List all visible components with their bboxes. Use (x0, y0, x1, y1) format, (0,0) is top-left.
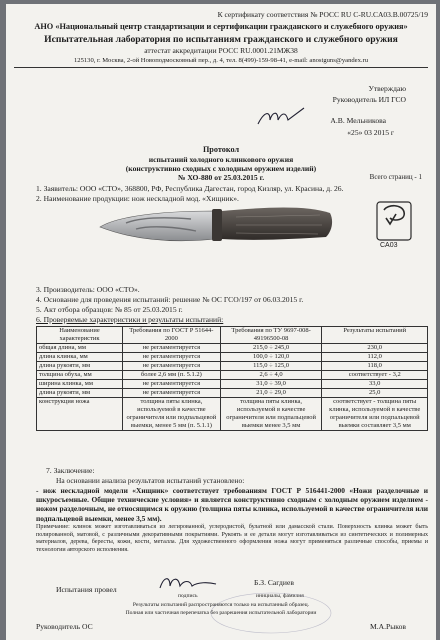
protocol-title: Протокол (202, 145, 240, 154)
table-cell: соответствует - 3,2 (322, 371, 428, 380)
table-row (37, 362, 428, 371)
protocol-subtitle-2: (конструктивно сходных с холодным оружием изделий) (125, 164, 317, 173)
accreditation: аттестат аккредитации РОСС RU.0001.21МЖ38 (144, 46, 298, 55)
table-cell: 25,0 (322, 389, 428, 398)
table-row (37, 371, 428, 380)
table-cell: не регламентируется (123, 353, 221, 362)
knife-photo (96, 187, 336, 257)
approver-signature (256, 106, 306, 130)
table-cell: 230,0 (322, 344, 428, 353)
table-cell: не регламентируется (123, 344, 221, 353)
table-cell: 115,0 ÷ 125,0 (220, 362, 322, 371)
table-cell: толщина пяты клинка, используемой в качестве ограничителя или подпальцевой выемки менее 3,5 мм (220, 398, 322, 431)
lab-name: Испытательная лаборатория по испытаниям гражданского и служебного оружия (44, 34, 398, 45)
table-cell: более 2,6 мм (п. 5.1.2) (123, 371, 221, 380)
name-caption: инициалы, фамилия (256, 593, 304, 599)
table-header-row (37, 327, 428, 344)
table-cell: 2,6 ÷ 4,0 (220, 371, 322, 380)
conclusion-heading: 7. Заключение: (46, 466, 95, 475)
table-row (37, 398, 428, 431)
footer-note-2: Полная или частичная перепечатка без разрешения испытательной лаборатории (125, 610, 317, 616)
conclusion-text: - нож нескладной модели «Хищник» соответствует требованиям ГОСТ Р 516441-2000 «Ножи разделочные и шкуросъемные. Общие технические условия» и является конструктивно сходным с холодным оружием изделием - ножом разделочным, не относящимся к оружию (толщина пяты клинка, используемой в качестве ограничителя или подпальцевой выемки, менее 3,5 мм). (36, 486, 428, 523)
product-name: 2. Наименование продукции: нож нескладной мод. «Хищник». (36, 194, 239, 203)
table-cell: 33,0 (322, 380, 428, 389)
table-header: Требования по ТУ 9697-008-49196500-08 (220, 327, 322, 344)
certificate-reference: К сертификату соответствия № РОСС RU C-RU.CA03.B.00725/19 (217, 10, 428, 19)
table-cell: толщина пяты клинка, используемой в качестве ограничителя или подпальцевой выемки, менее 5 мм (п. 5.1.1) (123, 398, 221, 431)
table-cell: не регламентируется (123, 389, 221, 398)
header-divider (14, 67, 428, 68)
footer-note-1: Результаты испытаний распространяются только на испытанный образец. (132, 602, 310, 608)
table-header: Результаты испытаний (322, 327, 428, 344)
page-count: Всего страниц - 1 (369, 173, 422, 181)
table-cell: 21,0 ÷ 29,0 (220, 389, 322, 398)
table-header: Наименование характеристик (37, 327, 123, 344)
table-cell: 215,0 ÷ 245,0 (220, 344, 322, 353)
table-cell: длина рукояти, мм (37, 362, 123, 371)
approval-head: Руководитель ИЛ ГСО (332, 95, 406, 104)
table-row (37, 353, 428, 362)
org-name: АНО «Национальный центр стандартизации и сертификации гражданского и служебного оружия» (34, 22, 408, 31)
os-head-name: М.А.Рыков (369, 622, 406, 631)
table-row (37, 344, 428, 353)
table-cell: не регламентируется (123, 362, 221, 371)
tested-by-label: Испытания провел (56, 585, 117, 594)
protocol-subtitle: испытаний холодного клинкового оружия (148, 155, 294, 164)
table-cell: длина клинка, мм (37, 353, 123, 362)
table-cell: конструкция ножа (37, 398, 123, 431)
signature-caption: подпись (178, 593, 198, 599)
manufacturer: 3. Производитель: ООО «СТО». (36, 285, 140, 294)
table-header: Требования по ГОСТ Р 51644-2000 (123, 327, 221, 344)
test-basis: 4. Основание для проведения испытаний: решение № ОС ГСО/197 от 06.03.2015 г. (36, 295, 304, 304)
characteristics-heading: 6. Проверяемые характеристики и результаты испытаний: (36, 315, 224, 324)
sampling-act: 5. Акт отбора образцов: № 85 от 25.03.2015 г. (36, 305, 183, 314)
table-cell: не регламентируется (123, 380, 221, 389)
table-cell: ширина клинка, мм (37, 380, 123, 389)
table-cell: 31,0 ÷ 39,0 (220, 380, 322, 389)
applicant: 1. Заявитель: ООО «СТО», 368800, РФ, Республика Дагестан, город Кизляр, ул. Красина, д. 26. (36, 184, 344, 193)
protocol-number: № ХО-880 от 25.03.2015 г. (177, 173, 265, 182)
table-cell: 112,0 (322, 353, 428, 362)
approval-date: «25» 03 2015 г (347, 128, 394, 137)
approver-name: А.В. Мельникова (330, 116, 386, 125)
approval-label: Утверждаю (368, 84, 406, 93)
table-cell: 118,0 (322, 362, 428, 371)
os-head-label: Руководитель ОС (36, 622, 93, 631)
table-cell: 100,0 ÷ 120,0 (220, 353, 322, 362)
org-address: 125130, г. Москва, 2-ой Новоподмосковный пер., д. 4, тел. 8(499)-159-98-41, e-mail: anostguns@yandex.ru (73, 57, 369, 64)
protocol-document (6, 4, 436, 640)
certification-mark-icon (374, 200, 414, 242)
certification-mark-code: CA03 (380, 242, 398, 249)
table-cell: толщина обуха, мм (37, 371, 123, 380)
tester-name: Б.З. Сагдиев (254, 578, 294, 587)
table-cell: общая длина, мм (37, 344, 123, 353)
table-row (37, 389, 428, 398)
table-cell: длина рукояти, мм (37, 389, 123, 398)
conclusion-note: Примечание: клинок может изготавливаться из легированной, углеродистой, булатной или дамасской стали. Поверхность клинка может быть полированной, матовой, с различными декоративными покрытиями. Рукоять и ее детали могут изготавливаться из синтетических и полимерных материалов, дерева, бересты, кожи, кости, металла. Для художественного оформления ножа могут применяться различные способы, приемы и технологии авторского исполнения. (36, 524, 428, 553)
characteristics-table (36, 326, 428, 431)
conclusion-intro: На основании анализа результатов испытаний установлено: (56, 476, 245, 485)
table-cell: соответствует - толщина пяты клинка, используемой в качестве ограничителя или подпальцевой выемки составляет 3,5 мм (322, 398, 428, 431)
table-row (37, 380, 428, 389)
